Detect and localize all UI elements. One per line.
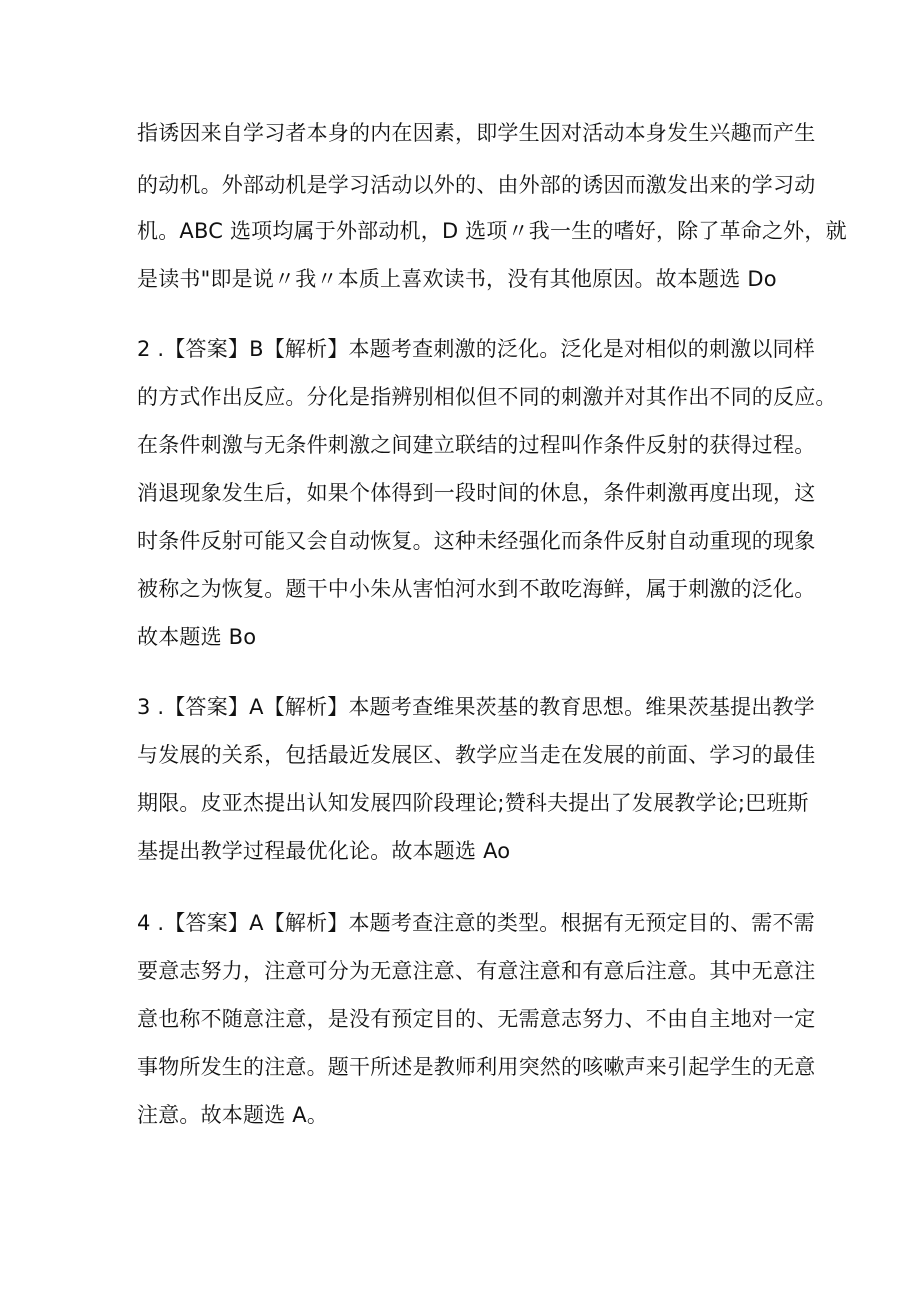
text-line: 事物所发生的注意。题干所述是教师利用突然的咳嗽声来引起学生的无意 xyxy=(137,1055,816,1079)
text-line: 在条件刺激与无条件刺激之间建立联结的过程叫作条件反射的获得过程。 xyxy=(137,433,816,457)
text-line: 的动机。外部动机是学习活动以外的、由外部的诱因而激发出来的学习动 xyxy=(137,173,816,197)
text-line: 要意志努力，注意可分为无意注意、有意注意和有意后注意。其中无意注 xyxy=(137,959,816,983)
text-line: 是读书"即是说〃我〃本质上喜欢读书，没有其他原因。故本题选 Do xyxy=(137,267,777,291)
text-line: 故本题选 Bo xyxy=(137,625,257,649)
text-line: 注意。故本题选 A。 xyxy=(137,1103,329,1127)
text-line: 与发展的关系，包括最近发展区、教学应当走在发展的前面、学习的最佳 xyxy=(137,743,816,767)
text-line: 基提出教学过程最优化论。故本题选 Ao xyxy=(137,839,511,863)
text-line: 2 .【答案】B【解析】本题考查刺激的泛化。泛化是对相似的刺激以同样 xyxy=(137,337,815,361)
text-line: 指诱因来自学习者本身的内在因素，即学生因对活动本身发生兴趣而产生 xyxy=(137,121,816,145)
text-line: 被称之为恢复。题干中小朱从害怕河水到不敢吃海鲜，属于刺激的泛化。 xyxy=(137,577,816,601)
text-line: 的方式作出反应。分化是指辨别相似但不同的刺激并对其作出不同的反应。 xyxy=(137,385,837,409)
text-line: 4 .【答案】A【解析】本题考查注意的类型。根据有无预定目的、需不需 xyxy=(137,911,815,935)
text-line: 期限。皮亚杰提出认知发展四阶段理论;赞科夫提出了发展教学论;巴班斯 xyxy=(137,791,809,815)
text-line: 时条件反射可能又会自动恢复。这种未经强化而条件反射自动重现的现象 xyxy=(137,529,816,553)
text-line: 机。ABC 选项均属于外部动机，D 选项〃我一生的嗜好，除了革命之外，就 xyxy=(137,219,847,243)
text-line: 意也称不随意注意，是没有预定目的、无需意志努力、不由自主地对一定 xyxy=(137,1007,816,1031)
text-line: 消退现象发生后，如果个体得到一段时间的休息，条件刺激再度出现，这 xyxy=(137,481,816,505)
text-line: 3 .【答案】A【解析】本题考查维果茨基的教育思想。维果茨基提出教学 xyxy=(137,695,815,719)
